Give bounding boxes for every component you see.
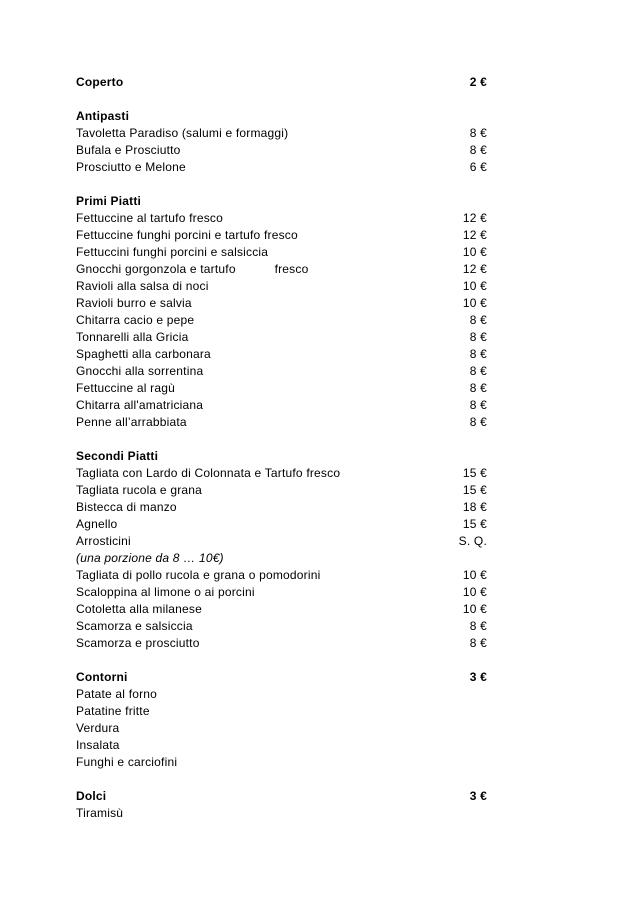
menu-item-row <box>76 516 487 533</box>
section-heading-price: 3 € <box>469 670 487 684</box>
menu-item-row <box>76 261 487 278</box>
menu-item-price: S. Q. <box>458 534 487 548</box>
menu-item-price: 8 € <box>469 313 487 327</box>
menu-item-name: Tiramisù <box>76 806 124 820</box>
menu-item-name: Fettuccine al ragù <box>76 381 175 395</box>
menu-section <box>76 788 487 822</box>
menu-item-name: Agnello <box>76 517 118 531</box>
menu-item-price: 8 € <box>469 347 487 361</box>
menu-item-row <box>76 227 487 244</box>
menu-item-name: Fettuccine al tartufo fresco <box>76 211 223 225</box>
menu-item-name: Bufala e Prosciutto <box>76 143 181 157</box>
menu-sections <box>76 74 487 822</box>
menu-item-row <box>76 295 487 312</box>
menu-item-name: Cotoletta alla milanese <box>76 602 203 616</box>
section-heading: Primi Piatti <box>76 194 142 208</box>
menu-item-name: Fettuccine funghi porcini e tartufo fresco <box>76 228 298 242</box>
section-heading-row <box>76 74 487 91</box>
menu-section <box>76 193 487 431</box>
section-heading: Secondi Piatti <box>76 449 159 463</box>
menu-item-price: 18 € <box>462 500 487 514</box>
menu-item-price: 8 € <box>469 143 487 157</box>
menu-item-row <box>76 125 487 142</box>
menu-item-price: 8 € <box>469 636 487 650</box>
section-heading: Dolci <box>76 789 107 803</box>
section-heading: Antipasti <box>76 109 130 123</box>
menu-item-name: Ravioli alla salsa di noci <box>76 279 209 293</box>
menu-item-row <box>76 329 487 346</box>
menu-item-price: 8 € <box>469 415 487 429</box>
section-heading: Contorni <box>76 670 128 684</box>
section-heading-price: 2 € <box>469 75 487 89</box>
section-heading-price: 3 € <box>469 789 487 803</box>
menu-section <box>76 74 487 91</box>
menu-item-row <box>76 414 487 431</box>
menu-item-row <box>76 397 487 414</box>
menu-item-name: Verdura <box>76 721 120 735</box>
menu-item-row <box>76 567 487 584</box>
menu-item-row <box>76 482 487 499</box>
menu-item-row <box>76 618 487 635</box>
menu-item-name: Patate al forno <box>76 687 158 701</box>
menu-item-name: Prosciutto e Melone <box>76 160 186 174</box>
menu-item-name: Penne all’arrabbiata <box>76 415 187 429</box>
menu-item-name: Patatine fritte <box>76 704 150 718</box>
menu-item-name: Tagliata con Lardo di Colonnata e Tartufo fresco <box>76 466 341 480</box>
menu-item-price: 8 € <box>469 330 487 344</box>
menu-item-name: Fettuccini funghi porcini e salsiccia <box>76 245 269 259</box>
menu-item-name: Arrosticini <box>76 534 131 548</box>
menu-item-price: 12 € <box>462 211 487 225</box>
menu-item-name: Spaghetti alla carbonara <box>76 347 211 361</box>
menu-item-price: 8 € <box>469 126 487 140</box>
menu-item-row <box>76 584 487 601</box>
menu-item-name: Tagliata rucola e grana <box>76 483 203 497</box>
menu-section <box>76 669 487 771</box>
menu-item-row <box>76 533 487 550</box>
menu-item-name: Bistecca di manzo <box>76 500 177 514</box>
menu-item-name: Ravioli burro e salvia <box>76 296 192 310</box>
menu-item-name: Tavoletta Paradiso (salumi e formaggi) <box>76 126 289 140</box>
menu-item-price: 10 € <box>462 585 487 599</box>
menu-item-name: Chitarra cacio e pepe <box>76 313 195 327</box>
menu-section <box>76 108 487 176</box>
menu-item-row <box>76 635 487 652</box>
menu-item-row <box>76 720 487 737</box>
menu-item-row <box>76 805 487 822</box>
section-heading-row <box>76 788 487 805</box>
menu-item-row <box>76 703 487 720</box>
menu-item-price: 6 € <box>469 160 487 174</box>
menu-item-price: 10 € <box>462 602 487 616</box>
menu-item-price: 10 € <box>462 279 487 293</box>
menu-item-name: Gnocchi gorgonzola e tartufo fresco <box>76 262 309 276</box>
section-heading-row <box>76 108 487 125</box>
menu-item-row <box>76 278 487 295</box>
menu-item-row <box>76 159 487 176</box>
menu-item-name: Chitarra all'amatriciana <box>76 398 204 412</box>
menu-item-row <box>76 380 487 397</box>
menu-item-name: Funghi e carciofini <box>76 755 178 769</box>
section-heading-row <box>76 193 487 210</box>
menu-item-row <box>76 737 487 754</box>
menu-item-name: Scamorza e prosciutto <box>76 636 200 650</box>
menu-item-price: 8 € <box>469 364 487 378</box>
menu-item-name: (una porzione da 8 … 10€) <box>76 551 224 565</box>
menu-item-price: 12 € <box>462 262 487 276</box>
menu-item-row <box>76 686 487 703</box>
section-heading-row <box>76 448 487 465</box>
menu-item-row <box>76 142 487 159</box>
menu-item-price: 8 € <box>469 398 487 412</box>
menu-item-name: Tagliata di pollo rucola e grana o pomodorini <box>76 568 321 582</box>
menu-section <box>76 448 487 652</box>
menu-item-name: Insalata <box>76 738 120 752</box>
menu-item-name: Scamorza e salsiccia <box>76 619 193 633</box>
menu-item-row <box>76 210 487 227</box>
menu-item-name: Gnocchi alla sorrentina <box>76 364 204 378</box>
menu-item-price: 10 € <box>462 245 487 259</box>
menu-item-price: 10 € <box>462 568 487 582</box>
menu-item-row <box>76 499 487 516</box>
menu-item-price: 15 € <box>462 517 487 531</box>
menu-item-row <box>76 363 487 380</box>
menu-item-row <box>76 346 487 363</box>
menu-item-name: Tonnarelli alla Gricia <box>76 330 189 344</box>
menu-item-price: 8 € <box>469 381 487 395</box>
menu-item-price: 8 € <box>469 619 487 633</box>
menu-item-row <box>76 754 487 771</box>
menu-item-row <box>76 601 487 618</box>
menu-item-row <box>76 550 487 567</box>
section-heading: Coperto <box>76 75 124 89</box>
menu-item-price: 15 € <box>462 483 487 497</box>
menu-item-row <box>76 244 487 261</box>
menu-item-row <box>76 312 487 329</box>
menu-item-price: 15 € <box>462 466 487 480</box>
menu-item-price: 12 € <box>462 228 487 242</box>
section-heading-row <box>76 669 487 686</box>
menu-item-price: 10 € <box>462 296 487 310</box>
menu-item-name: Scaloppina al limone o ai porcini <box>76 585 255 599</box>
menu-item-row <box>76 465 487 482</box>
